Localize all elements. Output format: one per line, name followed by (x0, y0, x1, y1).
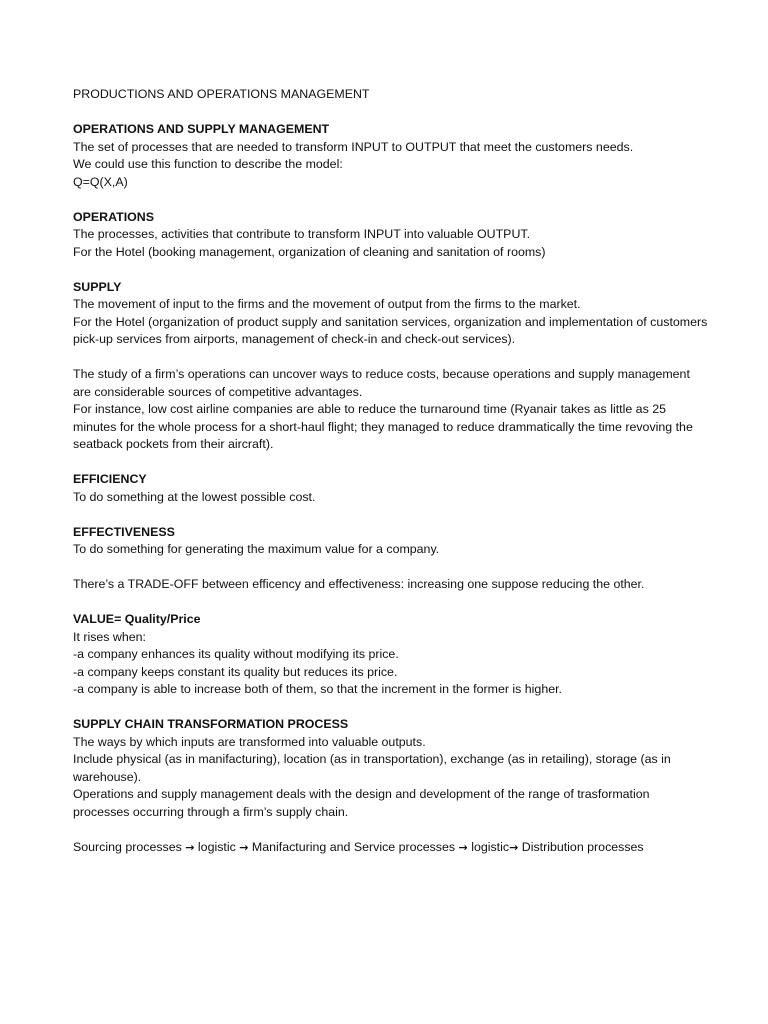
section-efficiency (73, 471, 708, 506)
section-value (73, 611, 708, 699)
section-heading: EFFICIENCY (73, 472, 147, 486)
paragraph-line: Include physical (as in manifacturing), location (as in transportation), exchange (as in retailing), storage (as in warehouse). (73, 752, 671, 784)
paragraph-line: To do something at the lowest possible cost. (73, 489, 316, 504)
paragraph-line: For the Hotel (organization of product supply and sanitation services, organization and implementation of customers pick-up services from airports, management of check-in and check-out services). (73, 314, 708, 346)
document-title: PRODUCTIONS AND OPERATIONS MANAGEMENT (73, 87, 370, 101)
section-heading: SUPPLY CHAIN TRANSFORMATION PROCESS (73, 717, 349, 731)
arrow-right-icon: → (509, 840, 519, 854)
paragraph-line: It rises when: (73, 629, 146, 644)
flow-step: logistic (467, 839, 510, 854)
arrow-right-icon: → (458, 840, 468, 854)
paragraph-line: For the Hotel (booking management, organization of cleaning and sanitation of rooms) (73, 244, 546, 259)
section-tradeoff (73, 576, 708, 594)
section-operations (73, 209, 708, 262)
section-supply (73, 279, 708, 349)
paragraph-line: For instance, low cost airline companies are able to reduce the turnaround time (Ryanair takes as little as 25 minutes for the whole process for a short-haul flight; they managed to reduce drammatically the time revoving the seatback pockets from their aircraft). (73, 402, 693, 451)
arrow-right-icon: → (239, 840, 249, 854)
paragraph-line: The set of processes that are needed to transform INPUT to OUTPUT that meet the customers needs. (73, 139, 634, 154)
section-effectiveness (73, 524, 708, 559)
paragraph-line: The processes, activities that contribute to transform INPUT into valuable OUTPUT. (73, 227, 531, 241)
list-item: -a company is able to increase both of them, so that the increment in the former is higher. (73, 682, 562, 696)
paragraph-line: The ways by which inputs are transformed into valuable outputs. (73, 734, 426, 749)
section-supply-chain (73, 716, 708, 821)
paragraph-line: The movement of input to the firms and the movement of output from the firms to the market. (73, 297, 581, 311)
paragraph-line: We could use this function to describe the model: (73, 157, 343, 171)
section-operations-supply-management (73, 121, 708, 191)
section-heading: VALUE= Quality/Price (73, 612, 201, 626)
section-study (73, 366, 708, 454)
section-heading: SUPPLY (73, 279, 122, 294)
flow-step: Sourcing processes (73, 839, 186, 854)
paragraph-line: The study of a firm’s operations can uncover ways to reduce costs, because operations and supply management are considerable sources of competitive advantages. (73, 367, 690, 399)
flow-step: Distribution processes (518, 839, 644, 854)
process-flow (73, 839, 708, 857)
flow-step: logistic (194, 839, 240, 854)
paragraph-line: Operations and supply management deals with the design and development of the range of trasformation processes occurring through a firm’s supply chain. (73, 787, 650, 819)
list-item: -a company keeps constant its quality but reduces its price. (73, 664, 398, 679)
paragraph-line: There’s a TRADE-OFF between efficency and effectiveness: increasing one suppose reducing the other. (73, 577, 645, 591)
arrow-right-icon: → (185, 840, 195, 854)
section-heading: OPERATIONS AND SUPPLY MANAGEMENT (73, 122, 330, 136)
list-item: -a company enhances its quality without modifying its price. (73, 647, 399, 661)
formula-line: Q=Q(X,A) (73, 174, 128, 189)
section-heading: EFFECTIVENESS (73, 524, 175, 539)
paragraph-line: To do something for generating the maximum value for a company. (73, 542, 440, 556)
section-heading: OPERATIONS (73, 209, 155, 224)
flow-step: Manifacturing and Service processes (248, 839, 459, 854)
